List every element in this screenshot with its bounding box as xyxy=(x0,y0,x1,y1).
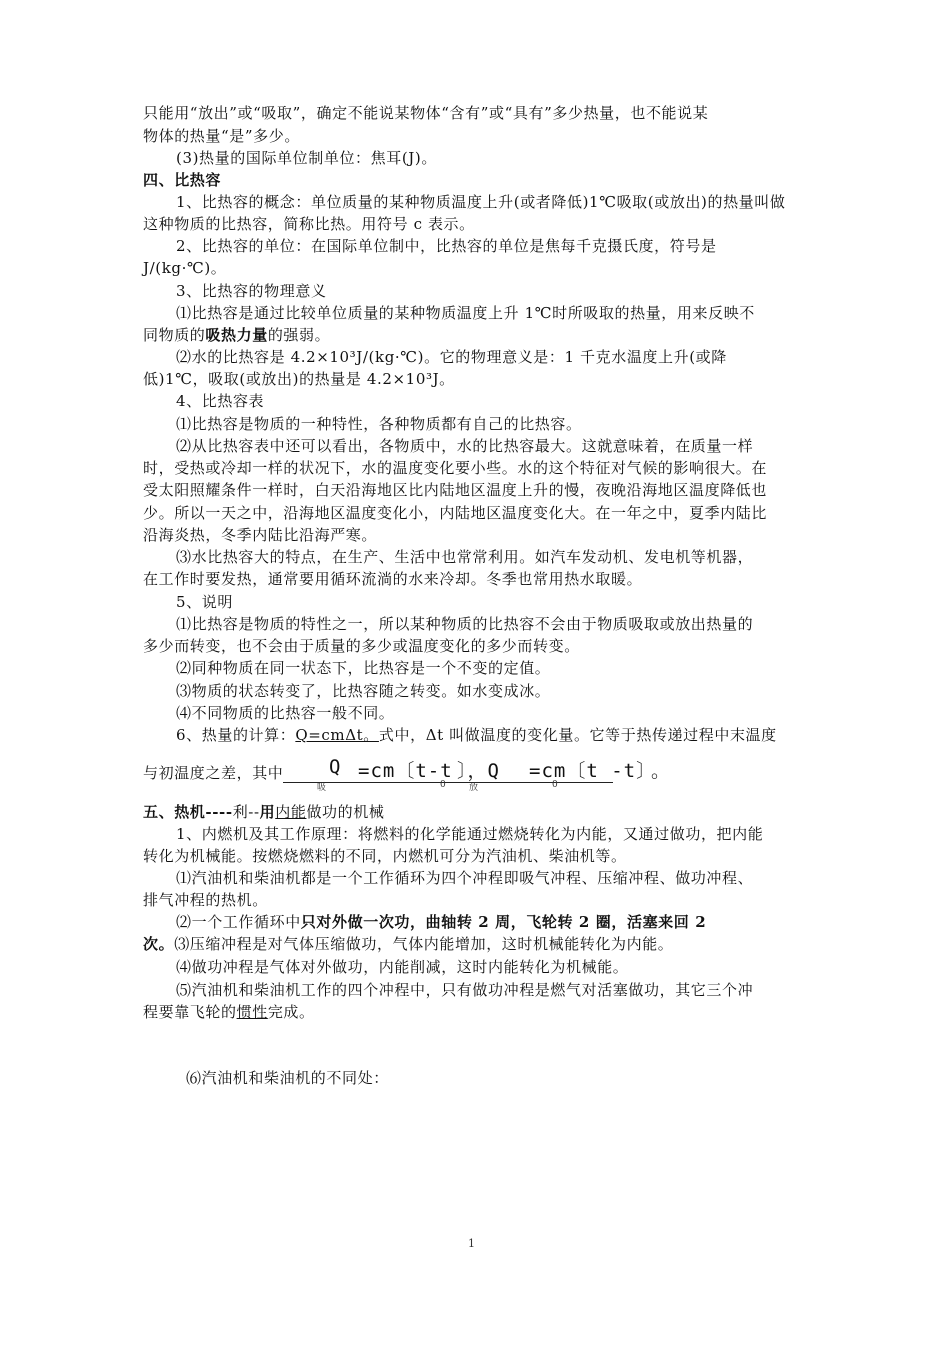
text-span: 五、热机---- xyxy=(143,803,233,821)
text-span: 同物质的 xyxy=(143,326,206,344)
text-span: 与初温度之差，其中 xyxy=(143,764,284,782)
text-line: 1、比热容的概念：单位质量的某种物质温度上升(或者降低)1℃吸取(或放出)的热量叫做 xyxy=(176,193,786,211)
text-line: ⑶水比热容大的特点，在生产、生活中也常常利用。如汽车发动机、发电机等机器， xyxy=(176,548,754,566)
text-line: 1、内燃机及其工作原理：将燃料的化学能通过燃烧转化为内能，又通过做功，把内能 xyxy=(176,825,764,843)
text-line: ⑴汽油机和柴油机都是一个工作循环为四个冲程即吸气冲程、压缩冲程、做功冲程、 xyxy=(176,869,754,887)
text-line: 5、说明 xyxy=(176,593,233,611)
page-number: 1 xyxy=(468,1237,475,1250)
text-line: ⑶物质的状态转变了，比热容随之转变。如水变成冰。 xyxy=(176,682,551,700)
text-span: 式中，Δt 叫做温度的变化量。它等于热传递过程中末温度 xyxy=(378,726,777,744)
text-line: ⑴比热容是物质的特性之一，所以某种物质的比热容不会由于物质吸取或放出热量的 xyxy=(176,615,754,633)
text-line: ⑴比热容是物质的一种特性，各种物质都有自己的比热容。 xyxy=(176,415,582,433)
text-line: 多少而转变，也不会由于质量的多少或温度变化的多少而转变。 xyxy=(143,637,580,655)
text-line: ⑷做功冲程是气体对外做功，内能削减，这时内能转化为机械能。 xyxy=(176,958,629,976)
text-span: ⑶压缩冲程是对气体压缩做功，气体内能增加，这时机械能转化为内能。 xyxy=(174,935,674,953)
formula-inline: Q=cmΔt。 xyxy=(295,726,379,744)
text-line: 受太阳照耀条件一样时，白天沿海地区比内陆地区温度上升的慢，夜晚沿海地区温度降低也 xyxy=(143,481,768,499)
subscript-zero: 0 xyxy=(552,780,558,790)
text-line: 低)1℃，吸取(或放出)的热量是 4.2×10³J。 xyxy=(143,370,455,388)
text-line: 2、比热容的单位：在国际单位制中，比热容的单位是焦每千克摄氏度，符号是 xyxy=(176,237,717,255)
text-line: 3、比热容的物理意义 xyxy=(176,282,327,300)
bold-term: 吸热力量 xyxy=(205,326,268,344)
subscript-release: 放 xyxy=(469,783,479,793)
text-span: 用 xyxy=(259,803,276,821)
underlined-term: 内能 xyxy=(275,803,307,821)
formula-part: =cm〔t -t〕 xyxy=(529,760,657,782)
formula-part: =cm〔t-t xyxy=(358,760,453,782)
underlined-term: 惯性 xyxy=(236,1003,268,1021)
text-span: 的强弱。 xyxy=(267,326,331,344)
text-line: 转化为机械能。按燃烧燃料的不同，内燃机可分为汽油机、柴油机等。 xyxy=(143,847,627,865)
text-line: 只能用“放出”或“吸取”，确定不能说某物体“含有”或“具有”多少热量，也不能说某 xyxy=(143,104,709,122)
text-line xyxy=(176,912,846,932)
text-line: 物体的热量“是”多少。 xyxy=(143,127,300,145)
text-span: ⑵一个工作循环中 xyxy=(176,913,301,931)
text-line xyxy=(143,934,813,954)
text-line: ⑵从比热容表中还可以看出，各物质中，水的比热容最大。这就意味着，在质量一样 xyxy=(176,437,754,455)
text-span: 完成。 xyxy=(267,1003,315,1021)
bold-term: 次。 xyxy=(143,935,175,953)
text-line: ⑷不同物质的比热容一般不同。 xyxy=(176,704,395,722)
section-heading xyxy=(143,802,813,822)
text-line: 在工作时要发热，通常要用循环流淌的水来冷却。冬季也常用热水取暖。 xyxy=(143,570,643,588)
text-line: 这种物质的比热容，简称比热。用符号 c 表示。 xyxy=(143,215,475,233)
text-span: 利-- xyxy=(232,803,260,821)
text-line: 4、比热容表 xyxy=(176,392,265,410)
text-line: ⑴比热容是通过比较单位质量的某种物质温度上升 1℃时所吸取的热量，用来反映不 xyxy=(176,304,755,322)
text-span: 做功的机械 xyxy=(306,803,385,821)
text-line: 沿海炎热，冬季内陆比沿海严寒。 xyxy=(143,526,378,544)
subscript-absorb: 吸 xyxy=(317,783,327,793)
text-line: ⑵水的比热容是 4.2×10³J/(kg·℃)。它的物理意义是：1 千克水温度上升(或降 xyxy=(176,348,727,366)
text-span: 6、热量的计算： xyxy=(176,726,296,744)
text-line: ⑹汽油机和柴油机的不同处： xyxy=(186,1069,389,1087)
formula-q-absorb: Q xyxy=(329,756,342,778)
text-line xyxy=(143,325,813,345)
text-line: J/(kg·℃)。 xyxy=(143,259,227,277)
text-line: 排气冲程的热机。 xyxy=(143,891,268,909)
text-line xyxy=(176,725,846,745)
section-heading: 四、比热容 xyxy=(143,171,222,189)
text-span: 程要靠飞轮的 xyxy=(143,1003,237,1021)
text-line: ⑸汽油机和柴油机工作的四个冲程中，只有做功冲程是燃气对活塞做功，其它三个冲 xyxy=(176,981,754,999)
formula-end: 。 xyxy=(651,760,672,782)
text-line: 少。所以一天之中，沿海地区温度变化小，内陆地区温度变化大。在一年之中，夏季内陆比 xyxy=(143,504,768,522)
bold-term: 只对外做一次功，曲轴转 2 周，飞轮转 2 圈，活塞来回 2 xyxy=(300,913,707,931)
subscript-zero: 0 xyxy=(440,780,446,790)
text-line: 时，受热或冷却一样的状况下，水的温度变化要小些。水的这个特征对气候的影响很大。在 xyxy=(143,459,768,477)
heat-formula xyxy=(143,752,813,792)
text-line: (3)热量的国际单位制单位：焦耳(J)。 xyxy=(176,149,437,167)
formula-part: 〕，Q xyxy=(457,760,500,782)
text-line xyxy=(143,1002,813,1022)
text-line: ⑵同种物质在同一状态下，比热容是一个不变的定值。 xyxy=(176,659,551,677)
